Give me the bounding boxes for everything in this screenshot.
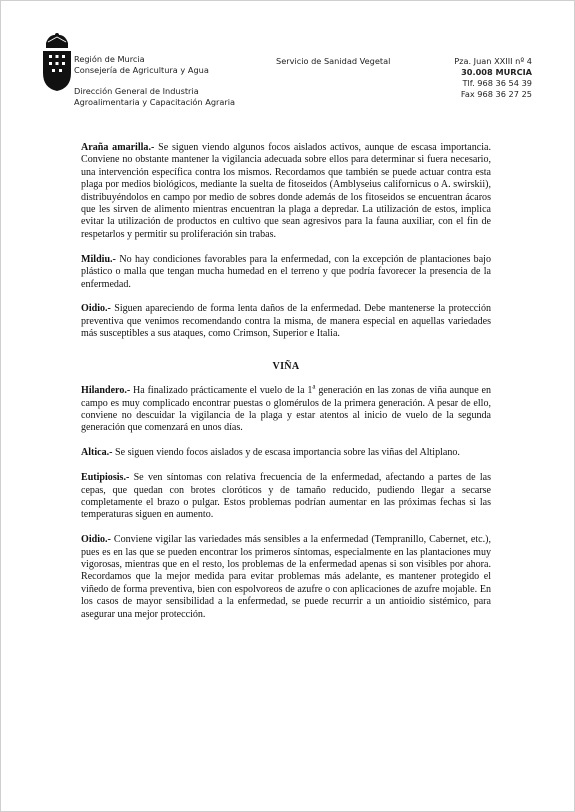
title-altica: Altica.- — [81, 447, 113, 459]
text-mildiu: No hay condiciones favorables para la enfermedad, con la excepción de plantaciones bajo plástico o malla que tengan mucha humedad en el terreno y que podría favorecer la presencia de la enfermedad. — [81, 253, 491, 290]
header-contact — [454, 56, 532, 100]
title-mildiu: Mildiu.- — [81, 253, 116, 265]
fax-line: Fax 968 36 27 25 — [460, 89, 532, 99]
header-organization — [74, 54, 235, 108]
city-line: 30.008 MURCIA — [461, 67, 532, 77]
org-ministry: Consejería de Agricultura y Agua — [74, 65, 209, 75]
text-eutipiosis: Se ven síntomas con relativa frecuencia de la enfermedad, afectando a partes de las cepas, que quedan con brotes cloróticos y de tamaño reducido, pudiendo llegar a secarse completamente el brazo o pulgar. Estos problemas podrían aumentar en las próximas fechas si las temperaturas siguen en aumento. — [81, 472, 491, 521]
title-oidio-1: Oidio.- — [81, 303, 111, 315]
paragraph-eutipiosis — [81, 472, 491, 522]
paragraph-mildiu — [81, 254, 491, 291]
paragraph-oidio-1 — [81, 303, 491, 340]
title-oidio-2: Oidio.- — [81, 534, 111, 546]
paragraph-arana — [81, 142, 491, 241]
region-crest-logo — [40, 33, 74, 93]
section-title-vina: VIÑA — [272, 360, 300, 372]
bulletin-content — [81, 142, 491, 634]
title-eutipiosis: Eutipiosis.- — [81, 472, 130, 484]
text-oidio-1: Siguen apareciendo de forma lenta daños de la enfermedad. Debe mantenerse la protección preventiva que venimos recomendando contra la misma, de manera especial en aquellas variedades más susceptibles a sus ataques, como Crimson, Superior e Italia. — [81, 303, 491, 340]
phone-line: Tlf. 968 36 54 39 — [462, 78, 532, 88]
paragraph-hilandero — [81, 382, 491, 435]
address-line: Pza. Juan XXIII nº 4 — [454, 56, 532, 66]
text-hilandero-a: Ha finalizado prácticamente el vuelo de la 1 — [130, 385, 313, 397]
dept-line-1: Dirección General de Industria — [74, 86, 199, 96]
text-altica: Se siguen viendo focos aislados y de escasa importancia sobre las viñas del Altiplano. — [112, 447, 460, 459]
title-hilandero: Hilandero.- — [81, 385, 131, 397]
org-region: Región de Murcia — [74, 54, 145, 64]
text-oidio-2: Conviene vigilar las variedades más sensibles a la enfermedad (Tempranillo, Cabernet, etc.), pues es en las que se pueden encontrar los primeros síntomas, especialmente en las plantaciones muy vigorosas, mientras que en el resto, los problemas de la enfermedad apenas si son visibles por ahora. Recordamos que la mejor medida para evitar problemas más adelante, es mantener protegido el viñedo de forma preventiva, bien con espolvoreos de azufre o con aplicaciones de azufre mojable. En los casos de mayor sensibilidad a la enfermedad, se puede recurrir a un antioidio sistémico, para asegurar una mejor protección. — [81, 534, 491, 620]
paragraph-altica — [81, 447, 491, 459]
text-arana: Se siguen viendo algunos focos aislados activos, aunque de escasa importancia. Conviene no obstante mantener la vigilancia adecuada sobre ellos para determinar si fuera necesario, una intervención específica contra los mismos. Recordamos que también se puede actuar contra esta plaga por medios biológicos, mediante la suelta de fitoseidos (Amblyseius californicus o A. swirskii), distribuyéndolos en campo por medio de sobres donde además de los fitoseidos se encuentran ácaros que les sirven de alimento mientras encuentran la plaga a depredar. La utilización de estos, implica evitar la utilización de productos en cultivo que sean agresivos para la fauna auxiliar, con el fin de respetarlos y permitir su proliferación sin trabas. — [81, 142, 491, 240]
dept-line-2: Agroalimentaria y Capacitación Agraria — [74, 97, 236, 107]
service-name: Servicio de Sanidad Vegetal — [276, 56, 391, 66]
ordinal-sup: a — [312, 382, 316, 391]
title-arana: Araña amarilla.- — [81, 142, 155, 153]
header-service — [276, 56, 390, 67]
text-hilandero-b: generación en las zonas de viña aunque en campo es muy complicado encontrar puestas o glomérulos de la primera generación. A pesar de ello, conviene no descuidar la vigilancia de la plaga y estar atentos al inicio de vuelo de la segunda generación que comenzará en unos días. — [81, 385, 491, 434]
paragraph-oidio-2 — [81, 534, 491, 621]
